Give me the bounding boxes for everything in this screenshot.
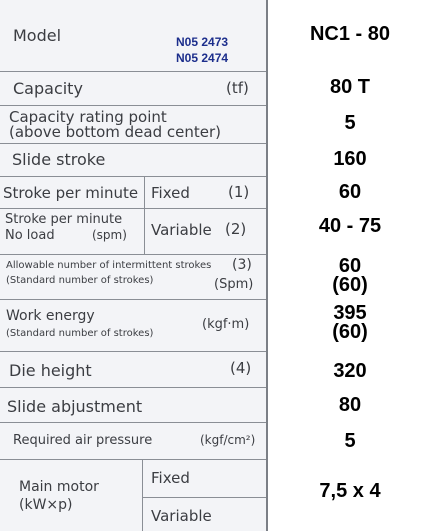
value-intermittent-2: (60) [332,274,368,296]
divider-spm [144,177,145,255]
row-die-height [0,352,266,388]
air-pressure-unit: (kgf/cm²) [200,433,256,447]
intermittent-num: (3) [232,257,252,273]
spm-variable-mode: Variable [151,221,212,239]
main-motor-line-1: Main motor [19,479,99,495]
rating-line-2: (above bottom dead center) [9,123,221,141]
value-intermittent-1: 60 [338,255,362,277]
work-energy-line-2: (Standard number of strokes) [6,328,154,339]
value-air-pressure: 5 [344,430,356,452]
value-die-height: 320 [333,360,367,382]
die-height-label: Die height [9,361,92,380]
value-model: NC1 - 80 [309,23,391,45]
spm-variable-line-1: Stroke per minute [5,212,123,227]
row-main-motor [0,460,266,531]
spm-variable-line-2: No load [5,228,55,243]
row-model [0,0,266,72]
die-height-num: (4) [230,359,252,377]
row-slide-stroke [0,144,266,177]
spm-variable-num: (2) [225,220,247,238]
capacity-unit: (tf) [226,79,249,97]
row-work-energy [0,300,266,352]
capacity-label: Capacity [13,79,83,98]
row-rating-point [0,106,266,144]
work-energy-unit: (kgf·m) [202,317,250,332]
main-motor-line-2: (kW×p) [19,497,73,513]
air-pressure-label: Required air pressure [13,433,153,448]
rating-line-1: Capacity rating point [9,108,167,126]
row-air-pressure [0,423,266,460]
value-rating-point: 5 [344,112,356,134]
slide-adjustment-label: Slide abjustment [7,397,143,416]
divider-motor [142,460,143,531]
value-main-motor: 7,5 x 4 [319,480,381,502]
row-spm-variable [0,209,266,255]
row-capacity [0,72,266,106]
spm-fixed-label: Stroke per minute [3,184,139,202]
model-code-1: N05 2473 [176,35,229,49]
intermittent-line-2: (Standard number of strokes) [6,275,154,286]
divider-motor-mode [142,497,266,498]
value-work-energy-2: (60) [332,321,368,343]
main-motor-mode-fixed: Fixed [151,469,190,487]
model-label: Model [13,26,62,45]
row-slide-adjustment [0,388,266,423]
value-spm-fixed: 60 [338,181,362,203]
value-spm-variable: 40 - 75 [318,215,382,237]
model-code-2: N05 2474 [176,51,229,65]
value-slide-adjustment: 80 [338,394,362,416]
value-slide-stroke: 160 [333,148,367,170]
value-capacity: 80 T [329,76,371,98]
intermittent-line-1: Allowable number of intermittent strokes [6,260,212,271]
spm-fixed-num: (1) [228,183,250,201]
spm-fixed-mode: Fixed [151,184,190,202]
spm-variable-unit: (spm) [92,228,127,242]
main-motor-mode-variable: Variable [151,507,212,525]
value-work-energy-1: 395 [333,302,367,324]
slide-stroke-label: Slide stroke [12,150,106,169]
row-spm-fixed [0,177,266,209]
work-energy-line-1: Work energy [6,308,95,324]
row-intermittent-strokes [0,255,266,300]
intermittent-unit: (Spm) [214,277,254,292]
